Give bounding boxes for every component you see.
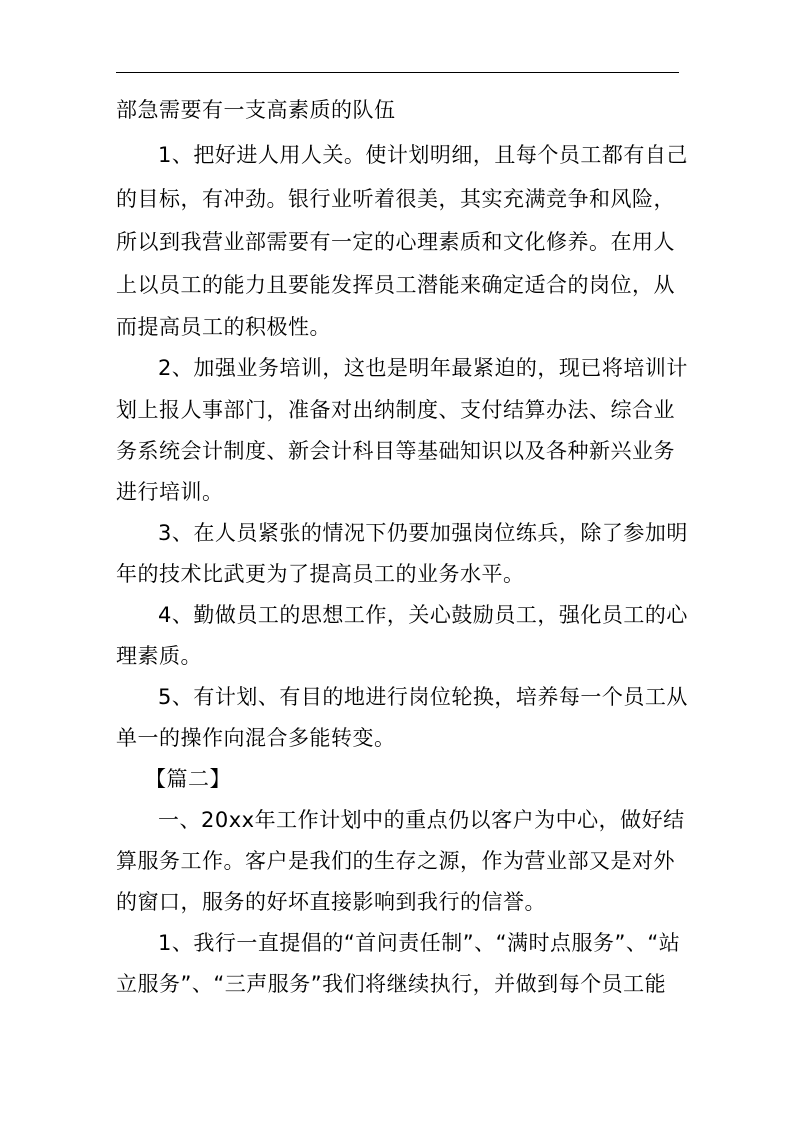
- body-line: 理素质。: [116, 644, 202, 668]
- body-line: 年的技术比武更为了提高员工的业务水平。: [116, 562, 525, 586]
- body-line: 5、有计划、有目的地进行岗位轮换，培养每一个员工从: [158, 685, 688, 709]
- body-line: 1、把好进人用人关。使计划明细，且每个员工都有自己: [158, 143, 688, 167]
- body-line: 务系统会计制度、新会计科目等基础知识以及各种新兴业务: [116, 439, 675, 463]
- body-line: 4、勤做员工的思想工作，关心鼓励员工，强化员工的心: [158, 603, 688, 627]
- body-line: 的窗口，服务的好坏直接影响到我行的信誉。: [116, 890, 546, 914]
- body-line: 单一的操作向混合多能转变。: [116, 726, 396, 750]
- section-heading: 【篇二】: [145, 767, 231, 791]
- body-line: 所以到我营业部需要有一定的心理素质和文化修养。在用人: [116, 230, 675, 254]
- body-line: 1、我行一直提倡的“首问责任制”、“满时点服务”、“站: [158, 931, 681, 955]
- body-line: 3、在人员紧张的情况下仍要加强岗位练兵，除了参加明: [158, 521, 688, 545]
- body-line: 一、20xx年工作计划中的重点仍以客户为中心，做好结: [158, 808, 685, 832]
- body-line: 部急需要有一支高素质的队伍: [116, 98, 396, 122]
- body-line: 进行培训。: [116, 480, 224, 504]
- body-line: 划上报人事部门，准备对出纳制度、支付结算办法、综合业: [116, 398, 675, 422]
- header-rule: [116, 72, 679, 73]
- body-line: 的目标，有冲劲。银行业听着很美，其实充满竞争和风险，: [116, 187, 675, 211]
- body-line: 2、加强业务培训，这也是明年最紧迫的，现已将培训计: [158, 356, 688, 380]
- body-line: 立服务”、“三声服务”我们将继续执行，并做到每个员工能: [116, 972, 667, 996]
- body-line: 上以员工的能力且要能发挥员工潜能来确定适合的岗位，从: [116, 273, 675, 297]
- body-line: 算服务工作。客户是我们的生存之源，作为营业部又是对外: [116, 849, 675, 873]
- body-line: 而提高员工的积极性。: [116, 315, 331, 339]
